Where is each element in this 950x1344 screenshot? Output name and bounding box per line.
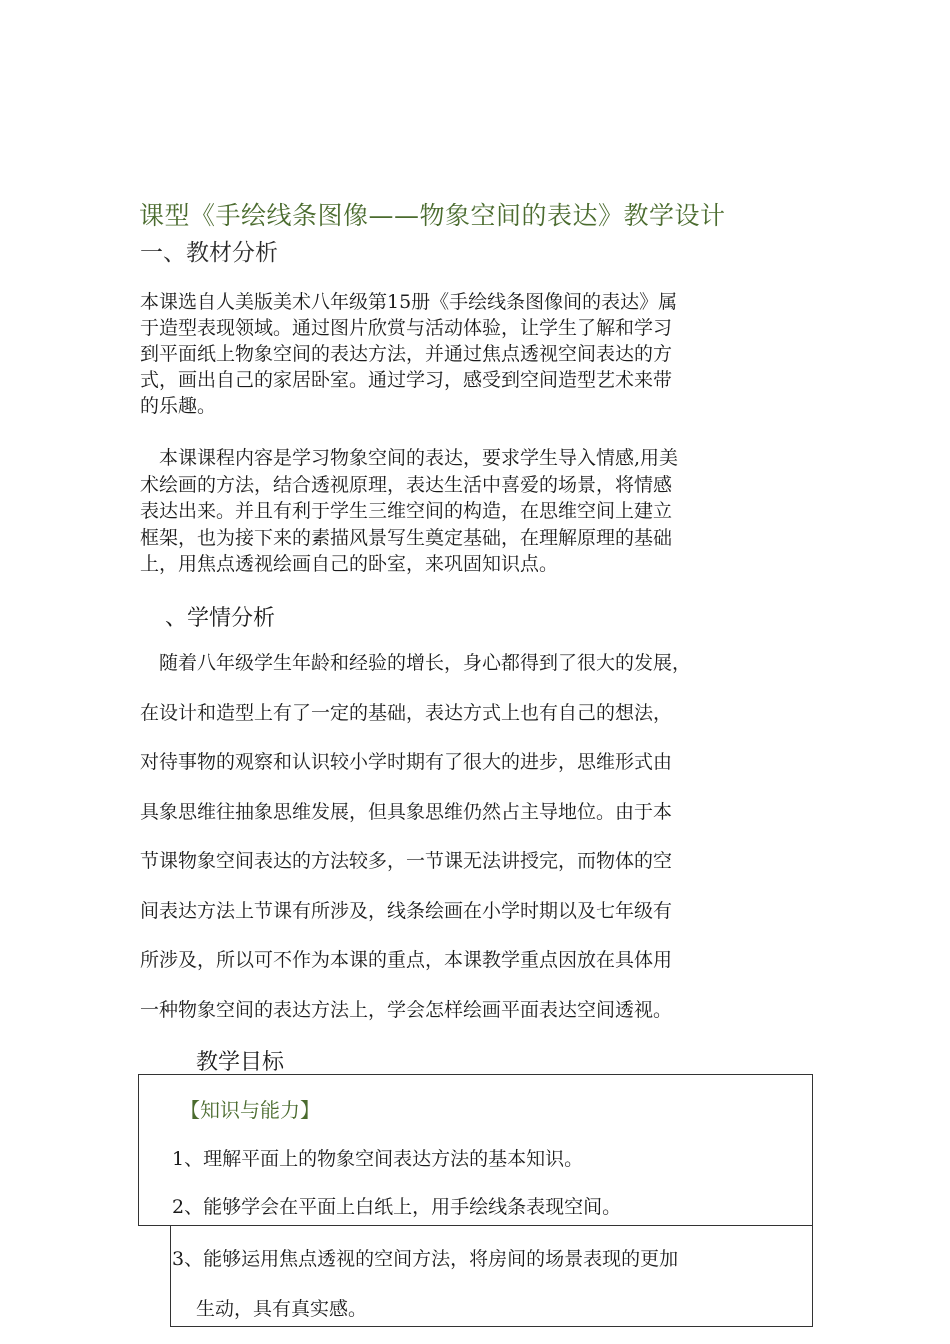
goal-item-2: 2、能够学会在平面上白纸上，用手绘线条表现空间。 bbox=[172, 1196, 622, 1218]
paragraph-textbook-intro bbox=[140, 289, 820, 419]
text-line: 的乐趣。 bbox=[140, 395, 217, 417]
section-heading-textbook-analysis: 一、教材分析 bbox=[140, 240, 278, 266]
text-line: 本课选自人美版美术八年级第15册《手绘线条图像间的表达》属 bbox=[140, 291, 678, 313]
knowledge-ability-tag: 【知识与能力】 bbox=[180, 1098, 320, 1122]
goal-item-1: 1、理解平面上的物象空间表达方法的基本知识。 bbox=[172, 1148, 584, 1170]
text-line: 一种物象空间的表达方法上，学会怎样绘画平面表达空间透视。 bbox=[140, 998, 673, 1021]
text-line: 间表达方法上节课有所涉及，线条绘画在小学时期以及七年级有 bbox=[140, 899, 673, 922]
goal-item-3: 3、能够运用焦点透视的空间方法，将房间的场景表现的更加 bbox=[172, 1248, 679, 1270]
section-heading-teaching-goals: 教学目标 bbox=[196, 1050, 285, 1075]
text-line: 框架，也为接下来的素描风景写生奠定基础，在理解原理的基础 bbox=[140, 526, 673, 549]
text-line: 表达出来。并且有利于学生三维空间的构造，在思维空间上建立 bbox=[140, 500, 673, 522]
text-line: 所涉及，所以可不作为本课的重点，本课教学重点因放在具体用 bbox=[140, 949, 673, 971]
text-line: 式，画出自己的家居卧室。通过学习，感受到空间造型艺术来带 bbox=[140, 369, 673, 391]
text-line: 具象思维往抽象思维发展，但具象思维仍然占主导地位。由于本 bbox=[140, 800, 673, 823]
text-line: 对待事物的观察和认识较小学时期有了很大的进步，思维形式由 bbox=[140, 751, 673, 773]
document-title: 课型《手绘线条图像——物象空间的表达》教学设计 bbox=[139, 201, 726, 230]
text-line: 在设计和造型上有了一定的基础，表达方式上也有自己的想法， bbox=[140, 701, 673, 724]
text-line: 随着八年级学生年龄和经验的增长，身心都得到了很大的发展， bbox=[140, 652, 692, 674]
goal-item-3-continued: 生动，具有真实感。 bbox=[196, 1298, 368, 1320]
text-line: 术绘画的方法，结合透视原理，表达生活中喜爱的场景，将情感 bbox=[140, 473, 673, 496]
text-line: 于造型表现领域。通过图片欣赏与活动体验，让学生了解和学习 bbox=[140, 317, 673, 339]
paragraph-course-content bbox=[140, 445, 820, 578]
section-heading-student-analysis: 、学情分析 bbox=[165, 606, 276, 631]
text-line: 节课物象空间表达的方法较多，一节课无法讲授完，而物体的空 bbox=[140, 850, 673, 872]
text-line: 到平面纸上物象空间的表达方法，并通过焦点透视空间表达的方 bbox=[140, 343, 673, 365]
text-line: 本课课程内容是学习物象空间的表达，要求学生导入情感,用美 bbox=[140, 447, 679, 469]
text-line: 上，用焦点透视绘画自己的卧室，来巩固知识点。 bbox=[140, 553, 559, 575]
paragraph-student-analysis bbox=[140, 645, 691, 1041]
